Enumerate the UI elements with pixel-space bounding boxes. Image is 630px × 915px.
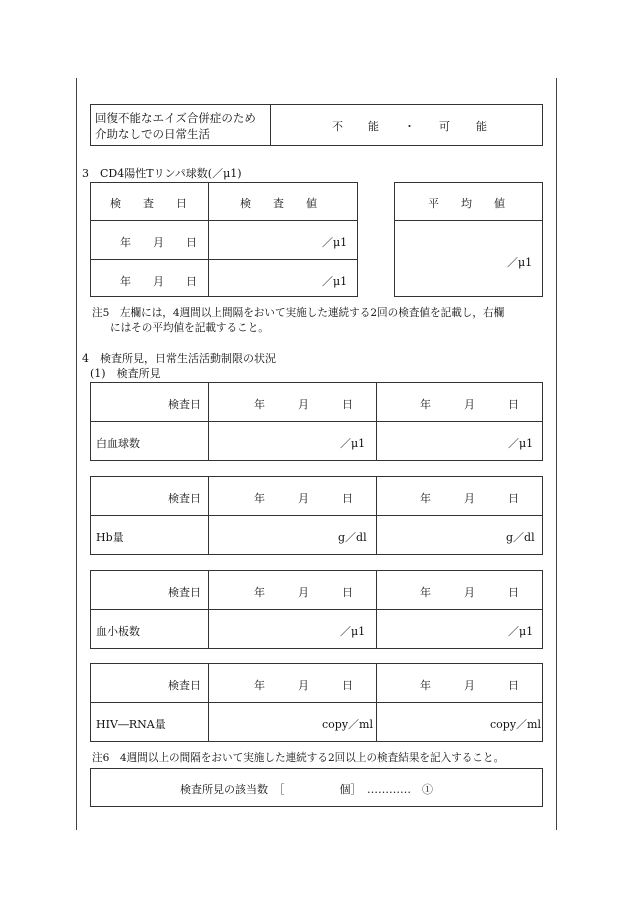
choice-separator: ・ xyxy=(404,120,415,133)
findings-count-label[interactable]: 検査所見の該当数 ［ 個］ ………… ① xyxy=(180,783,433,796)
wbc-unit-2[interactable]: ／μ1 xyxy=(508,437,534,450)
hb-unit-2[interactable]: g／dl xyxy=(506,531,535,544)
cd4-date-1[interactable]: 年 月 日 xyxy=(120,236,197,249)
choice-impossible-2[interactable]: 能 xyxy=(368,120,379,133)
cd4-average-unit[interactable]: ／μ1 xyxy=(507,256,533,269)
hb-date-2[interactable]: 年 月 日 xyxy=(420,492,519,505)
left-margin-line xyxy=(76,78,77,830)
col-header-test-date: 検 査 日 xyxy=(110,197,187,210)
col-header-average: 平 均 値 xyxy=(428,197,505,210)
wbc-unit-1[interactable]: ／μ1 xyxy=(340,437,366,450)
section4-subtitle: (1) 検査所見 xyxy=(90,367,161,380)
hb-label: Hb量 xyxy=(96,531,124,544)
hiv-rna-unit-1[interactable]: copy／ml xyxy=(322,718,373,731)
platelet-label: 血小板数 xyxy=(96,625,140,638)
note-5-line1: 注5 左欄には，4週間以上間隔をおいて実施した連続する2回の検査値を記載し，右欄 xyxy=(92,307,505,319)
note-5-line2: にはその平均値を記載すること。 xyxy=(110,322,269,334)
hb-date-header: 検査日 xyxy=(168,492,201,505)
aids-complication-label-line1: 回復不能なエイズ合併症のため xyxy=(95,111,256,125)
section4-title: 4 検査所見，日常生活活動制限の状況 xyxy=(82,352,276,365)
hiv-rna-date-1[interactable]: 年 月 日 xyxy=(254,679,353,692)
hb-date-1[interactable]: 年 月 日 xyxy=(254,492,353,505)
right-margin-line xyxy=(556,78,557,830)
cd4-value-unit-1[interactable]: ／μ1 xyxy=(322,236,348,249)
wbc-date-2[interactable]: 年 月 日 xyxy=(420,398,519,411)
hiv-rna-unit-2[interactable]: copy／ml xyxy=(490,718,541,731)
aids-complication-label-line2: 介助なしでの日常生活 xyxy=(95,127,210,141)
hiv-rna-label: HIV―RNA量 xyxy=(96,718,166,731)
platelet-unit-1[interactable]: ／μ1 xyxy=(340,625,366,638)
hiv-rna-date-header: 検査日 xyxy=(168,679,201,692)
cd4-value-unit-2[interactable]: ／μ1 xyxy=(322,275,348,288)
hiv-rna-date-2[interactable]: 年 月 日 xyxy=(420,679,519,692)
hb-unit-1[interactable]: g／dl xyxy=(338,531,367,544)
choice-possible-2[interactable]: 能 xyxy=(476,120,487,133)
platelet-unit-2[interactable]: ／μ1 xyxy=(508,625,534,638)
wbc-date-header: 検査日 xyxy=(168,398,201,411)
wbc-label: 白血球数 xyxy=(96,437,140,450)
choice-impossible-1[interactable]: 不 xyxy=(332,120,343,133)
platelet-date-header: 検査日 xyxy=(168,586,201,599)
wbc-date-1[interactable]: 年 月 日 xyxy=(254,398,353,411)
choice-possible-1[interactable]: 可 xyxy=(439,120,450,133)
col-header-test-value: 検 査 値 xyxy=(240,197,317,210)
cd4-date-2[interactable]: 年 月 日 xyxy=(120,275,197,288)
platelet-date-1[interactable]: 年 月 日 xyxy=(254,586,353,599)
section3-title: 3 CD4陽性Tリンパ球数(／μ1) xyxy=(82,167,242,180)
note-6: 注6 4週間以上の間隔をおいて実施した連続する2回以上の検査結果を記入すること。 xyxy=(92,752,505,764)
platelet-date-2[interactable]: 年 月 日 xyxy=(420,586,519,599)
